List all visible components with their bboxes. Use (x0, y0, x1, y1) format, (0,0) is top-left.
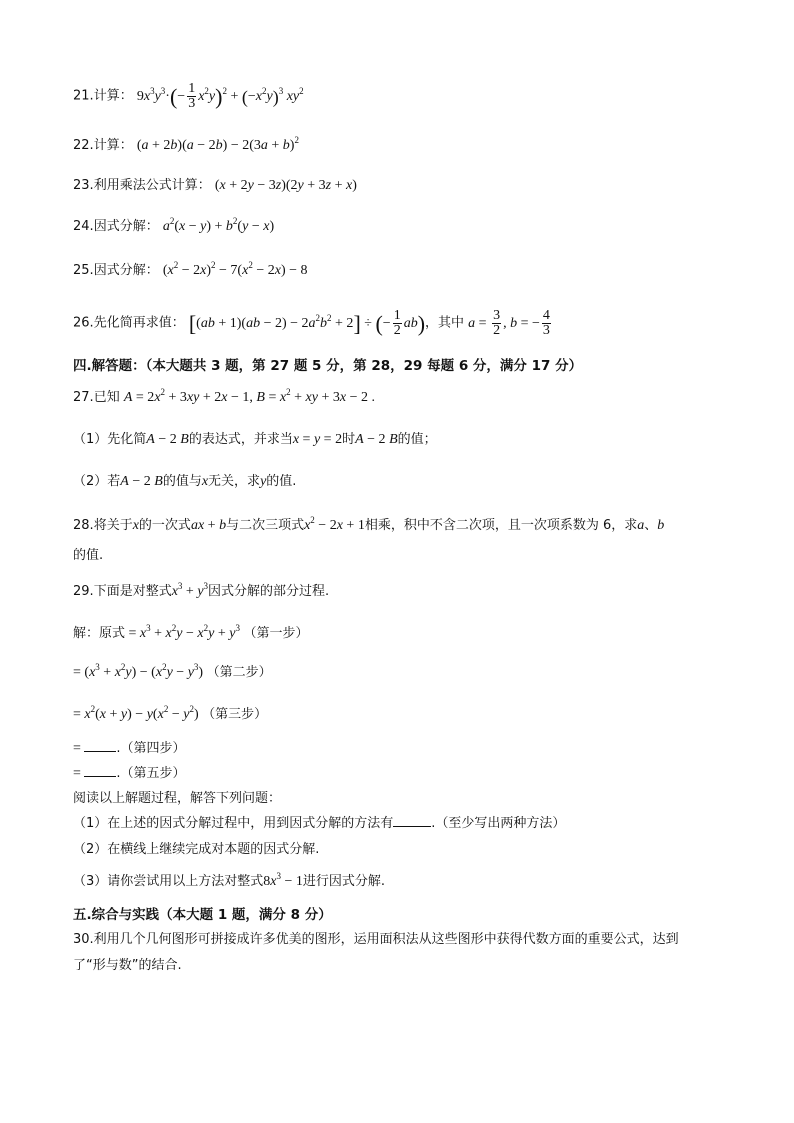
question-28: 28.将关于x的一次式ax + b与二次三项式$x^2 - 2x + 1$相乘，积中不含二次项，且一次项系数为 6，求a、b (73, 515, 665, 533)
q29-step-5: = .（第五步） (73, 766, 186, 781)
q25-expression: $(x^2 - 2x)^2 - 7(x^2 - 2x) - 8$ (162, 260, 308, 278)
q23-expression: (x + 2y − 3z)(2y + 3z + x) (214, 178, 357, 193)
question-28-continued: 的值. (73, 548, 104, 563)
q29-reading-prompt: 阅读以上解题过程，解答下列问题： (73, 791, 282, 806)
question-30-line-1: 30.利用几个几何图形可拼接成许多优美的图形，运用面积法从这些图形中获得代数方面的重要公式，达到 (73, 932, 679, 947)
q29-step-1: 解：原式 = $x^3 + x^2y - x^2y + y^3$ （第一步） (73, 623, 309, 641)
q22-expression: $(a + 2b)(a - 2b) - 2(3a + b)^2$ (136, 135, 299, 153)
q26-expression: $[(ab + 1)(ab - 2) - 2a^2b^2 + 2]$ ÷ (− $\frac{1}{2}$ ab) (188, 308, 426, 338)
question-30-line-2: 了“形与数”的结合. (73, 958, 182, 973)
question-23: 23.利用乘法公式计算： (x + 2y − 3z)(2y + 3z + x) (73, 178, 357, 193)
section-4-heading: 四.解答题：（本大题共 3 题，第 27 题 5 分，第 28，29 每题 6 分，满分 17 分） (73, 358, 583, 374)
question-24: 24.因式分解： $a^2(x - y) + b^2(y - x)$ (73, 216, 275, 234)
q26-values: a = $\frac{3}{2}$ , b = − $\frac{4}{3}$ (468, 308, 550, 338)
q29-part-1: （1）在上述的因式分解过程中，用到因式分解的方法有 .（至少写出两种方法） (73, 816, 566, 831)
q21-expression: $9x^3y^3\cdot(-$ $\frac{1}{3}$ $x^2y)^2 + (-x^2y)^3$ $xy^2$ (136, 81, 304, 111)
answer-blank[interactable] (84, 764, 116, 777)
q29-part-2: （2）在横线上继续完成对本题的因式分解. (73, 842, 320, 857)
answer-blank[interactable] (84, 739, 116, 752)
section-5-heading: 五.综合与实践（本大题 1 题，满分 8 分） (73, 907, 332, 923)
question-27-part-1: （1）先化简A − 2 B的表达式，并求当x = y = 2时A − 2 B的值； (73, 432, 437, 447)
answer-blank[interactable] (393, 814, 431, 827)
q27-definitions: $A = 2x^2 + 3xy + 2x - 1$, $B = x^2$ + xy + 3x − 2 . (123, 387, 375, 405)
question-25: 25.因式分解： $(x^2 - 2x)^2 - 7(x^2 - 2x) - 8$ (73, 260, 308, 278)
question-26: 26.先化简再求值： $[(ab + 1)(ab - 2) - 2a^2b^2 + 2]$ ÷ (− $\frac{1}{2}$ ab)，其中 a = $\frac{3}{2}$ , b = − $\frac{4}{3}$ (73, 309, 553, 338)
question-21: 21.计算： $9x^3y^3\cdot(-$ $\frac{1}{3}$ $x^2y)^2 + (-x^2y)^3$ $xy^2$ (73, 81, 304, 111)
question-27-part-2: （2）若A − 2 B的值与x无关，求y的值. (73, 474, 297, 489)
question-29: 29.下面是对整式$x^3 + y^3$因式分解的部分过程. (73, 581, 330, 599)
question-22: 22.计算： $(a + 2b)(a - 2b) - 2(3a + b)^2$ (73, 135, 299, 153)
question-27: 27.已知 $A = 2x^2 + 3xy + 2x - 1$, $B = x^2$ + xy + 3x − 2 . (73, 387, 375, 405)
q24-expression: $a^2(x - y) + b^2(y - x)$ (162, 216, 275, 234)
q29-step-3: = $x^2(x + y) - y(x^2 - y^2)$ （第三步） (73, 704, 268, 722)
q29-step-4: = .（第四步） (73, 741, 186, 756)
q29-step-2: = $(x^3 + x^2y) - (x^2y - y^3)$ （第二步） (73, 662, 272, 680)
q29-part-3: （3）请你尝试用以上方法对整式$8x^3 - 1$进行因式分解. (73, 871, 386, 889)
